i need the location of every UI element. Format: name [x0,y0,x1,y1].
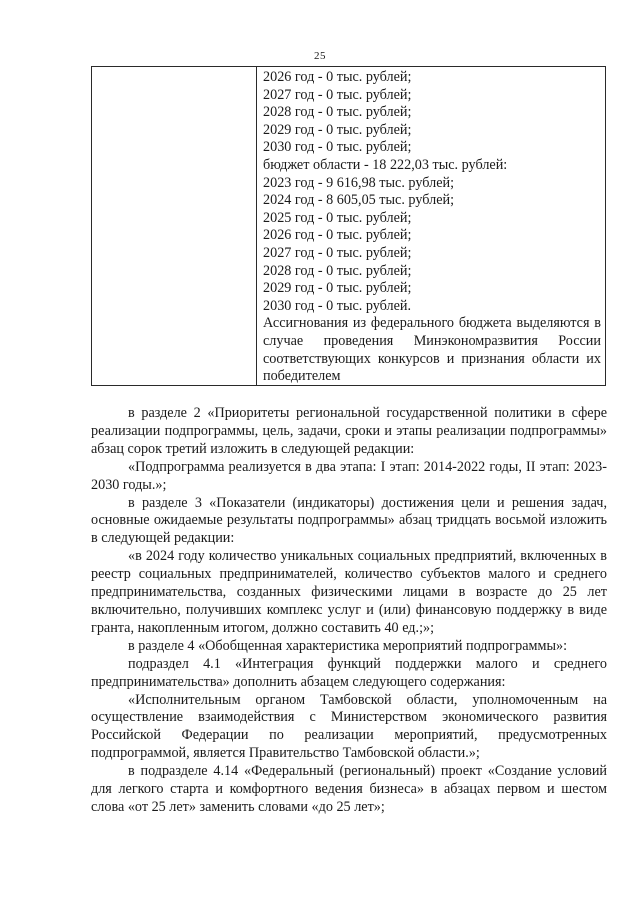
paragraph: в подразделе 4.14 «Федеральный (региональный) проект «Создание условий для легкого старта и комфортного ведения бизнеса» в абзацах первом и шестом слова «от 25 лет» заменить словами «до 25 лет»; [91,763,607,815]
paragraph: подраздел 4.1 «Интеграция функций поддержки малого и среднего предпринимательства» дополнить абзацем следующего содержания: [91,655,607,690]
table-line: 2027 год - 0 тыс. рублей; [263,86,412,103]
table-line: 2027 год - 0 тыс. рублей; [263,244,412,261]
table-line: 2028 год - 0 тыс. рублей; [263,104,412,121]
table-line: 2029 год - 0 тыс. рублей; [263,121,412,138]
table-note: Ассигнования из федерального бюджета выделяются в случае проведения Минэкономразвития России соответствующих конкурсов и признания области их победителем [263,315,601,385]
paragraph: в разделе 2 «Приоритеты региональной государственной политики в сфере реализации подпрограммы, цель, задачи, сроки и этапы реализации подпрограммы» абзац сорок третий изложить в следующей редакции: [91,405,607,457]
table-line: 2026 год - 0 тыс. рублей; [263,69,412,85]
table-line: 2030 год - 0 тыс. рублей. [263,297,412,314]
paragraph: «в 2024 году количество уникальных социальных предприятий, включенных в реестр социальных предпринимателей, количество субъектов малого и среднего предпринимательства, созданных физическими лицами в возрасте до 25 лет включительно, получивших комплекс услуг и (или) финансовую поддержку в виде гранта, накопленным итогом, должно составить 40 ед.;»; [91,548,607,636]
table-line: 2029 год - 0 тыс. рублей; [263,280,412,297]
table-line: 2030 год - 0 тыс. рублей; [263,139,412,156]
document-body [91,405,607,817]
table-line: 2025 год - 0 тыс. рублей; [263,209,412,226]
paragraph: «Исполнительным органом Тамбовской области, уполномоченным на осуществление взаимодействия с Министерством экономического развития Российской Федерации по реализации мероприятий, предусмотренных подпрограммой, является Правительство Тамбовской области.»; [91,691,607,762]
table-right-cell [263,69,601,386]
paragraph: в разделе 3 «Показатели (индикаторы) достижения цели и решения задач, основные ожидаемые результаты подпрограммы» абзац тридцать восьмой изложить в следующей редакции: [91,494,607,547]
table-left-cell [92,67,257,385]
page-number: 25 [314,50,326,62]
table-line: 2028 год - 0 тыс. рублей; [263,262,412,279]
table-line: 2024 год - 8 605,05 тыс. рублей; [263,192,455,209]
table-line: 2026 год - 0 тыс. рублей; [263,227,412,244]
paragraph: «Подпрограмма реализуется в два этапа: I этап: 2014-2022 годы, II этап: 2023-2030 годы.»; [91,458,607,493]
paragraph: в разделе 4 «Обобщенная характеристика мероприятий подпрограммы»: [128,637,568,654]
budget-table [91,66,606,386]
table-line: бюджет области - 18 222,03 тыс. рублей: [263,156,508,173]
table-line: 2023 год - 9 616,98 тыс. рублей; [263,174,455,191]
